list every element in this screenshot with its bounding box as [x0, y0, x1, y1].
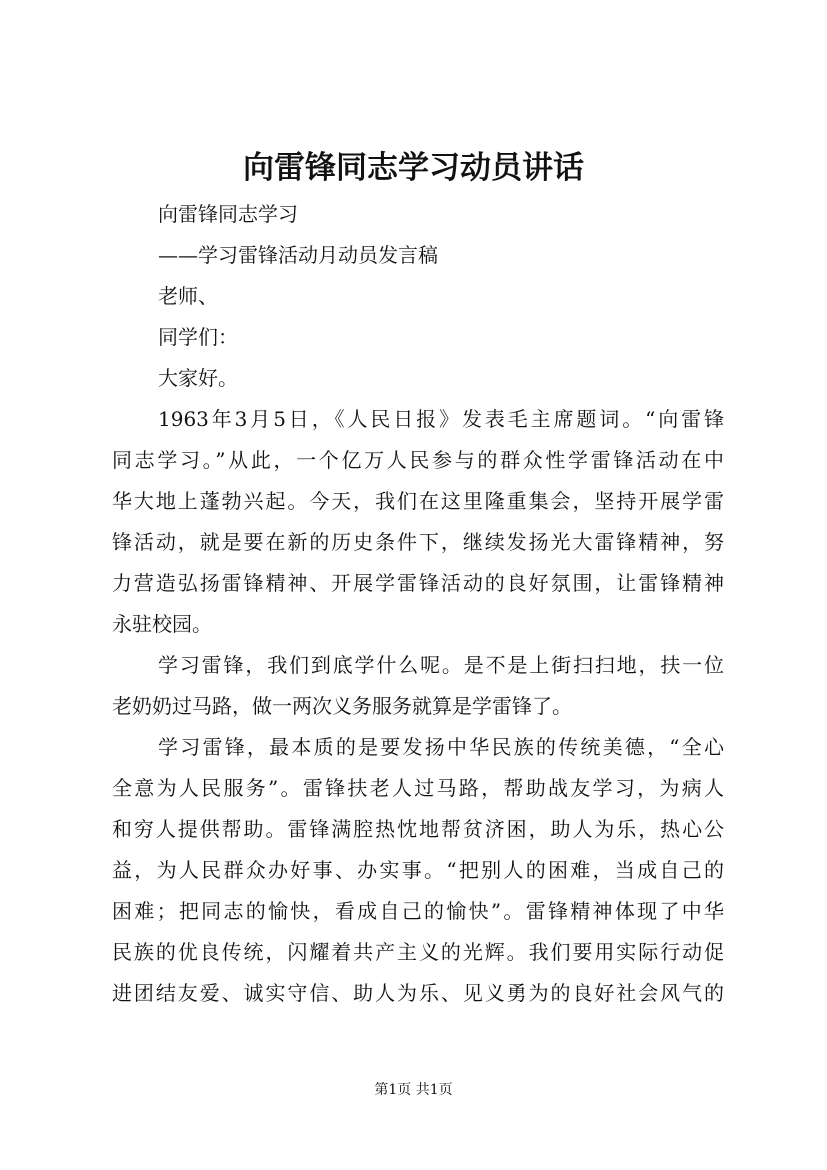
paragraph-line: 益，为人民群众办好事、办实事。“把别人的困难，当成自己的	[112, 858, 724, 882]
paragraph-line: 永驻校园。	[112, 612, 212, 636]
page-footer: 第1页 共1页	[374, 1082, 453, 1098]
paragraph-line: 学习雷锋，最本质的是要发扬中华民族的传统美德，“全心	[158, 735, 724, 759]
paragraph-line: 民族的优良传统，闪耀着共产主义的光辉。我们要用实际行动促	[112, 940, 724, 964]
paragraph-line: 进团结友爱、诚实守信、助人为乐、见义勇为的良好社会风气的	[112, 981, 724, 1005]
document-title: 向雷锋同志学习动员讲话	[243, 150, 584, 186]
paragraph-line: 学习雷锋，我们到底学什么呢。是不是上街扫扫地，扶一位	[158, 653, 724, 677]
salutation-line: 同学们：	[158, 325, 238, 349]
paragraph-line: 全意为人民服务”。雷锋扶老人过马路，帮助战友学习，为病人	[112, 776, 724, 800]
document-body	[112, 194, 724, 1014]
paragraph-line: 锋活动，就是要在新的历史条件下，继续发扬光大雷锋精神，努	[112, 530, 724, 554]
paragraph-line: 同志学习。”从此，一个亿万人民参与的群众性学雷锋活动在中	[112, 448, 724, 472]
salutation-line: 老师、	[158, 284, 218, 308]
paragraph-line: 华大地上蓬勃兴起。今天，我们在这里隆重集会，坚持开展学雷	[112, 489, 724, 513]
paragraph-line: 和穷人提供帮助。雷锋满腔热忱地帮贫济困，助人为乐，热心公	[112, 817, 724, 841]
greeting-line: 大家好。	[158, 366, 238, 390]
paragraph-line: 老奶奶过马路，做一两次义务服务就算是学雷锋了。	[112, 694, 572, 718]
paragraph-line: 1963年3月5日，《人民日报》发表毛主席题词。“向雷锋	[158, 407, 724, 431]
paragraph-line: 困难；把同志的愉快，看成自己的愉快”。雷锋精神体现了中华	[112, 899, 724, 923]
paragraph-line: 力营造弘扬雷锋精神、开展学雷锋活动的良好氛围，让雷锋精神	[112, 571, 724, 595]
subtitle-line: ——学习雷锋活动月动员发言稿	[158, 243, 438, 267]
subtitle-line: 向雷锋同志学习	[158, 202, 298, 226]
